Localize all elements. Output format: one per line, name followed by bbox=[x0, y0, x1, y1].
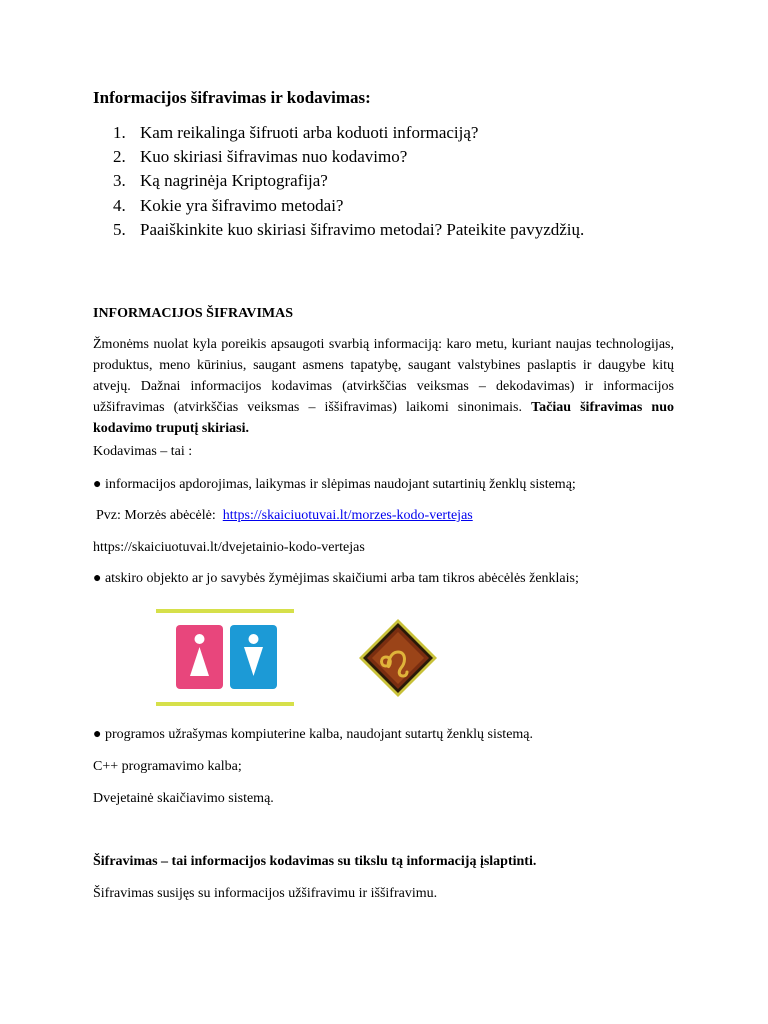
cpp-line: C++ programavimo kalba; bbox=[93, 759, 242, 774]
document-heading: Informacijos šifravimas ir kodavimas: bbox=[93, 88, 371, 107]
bullet-item: ● atskiro objekto ar jo savybės žymėjimas skaičiumi arba tam tikros abėcėlės ženklais; bbox=[93, 571, 579, 586]
intro-text: Žmonėms nuolat kyla poreikis apsaugoti svarbią informaciją: karo metu, kuriant naujas technologijas, produktus, meno kūrinius, saugant asmens tapatybę, saugant valstybines paslaptis ir daugybe kitų atvejų. Dažnai informacijos kodavimas (atvirkščias veiksmas – dekodavimas) ir informacijos užšifravimas (atvirkščias veiksmas – iššifravimas) laikomi sinonimais. bbox=[93, 337, 674, 415]
question-list bbox=[113, 121, 584, 242]
question-number: 4. bbox=[113, 195, 126, 215]
question-text: Kokie yra šifravimo metodai? bbox=[140, 195, 344, 215]
section-title: INFORMACIJOS ŠIFRAVIMAS bbox=[93, 306, 294, 321]
intro-bold-text: Tačiau šifravimas nuo kodavimo truputį skiriasi. bbox=[93, 400, 674, 436]
leo-zodiac-icon bbox=[358, 618, 438, 698]
question-item bbox=[113, 121, 584, 145]
encryption-definition: Šifravimas – tai informacijos kodavimas su tikslu tą informaciją įslaptinti. bbox=[93, 854, 537, 869]
example-line bbox=[96, 508, 473, 524]
question-number: 1. bbox=[113, 123, 126, 142]
binary-url-text: https://skaiciuotuvai.lt/dvejetainio-kodo-vertejas bbox=[93, 540, 365, 555]
question-number: 2. bbox=[113, 147, 126, 167]
restroom-sign-icon bbox=[156, 609, 294, 706]
question-number: 5. bbox=[113, 219, 126, 239]
bullet-item: ● informacijos apdorojimas, laikymas ir slėpimas naudojant sutartinių ženklų sistemą; bbox=[93, 477, 576, 492]
example-label: Pvz: Morzės abėcėlė: bbox=[96, 508, 216, 523]
morse-link[interactable]: https://skaiciuotuvai.lt/morzes-kodo-vertejas bbox=[222, 508, 473, 523]
encryption-line: Šifravimas susijęs su informacijos užšifravimu ir iššifravimu. bbox=[93, 886, 438, 901]
binary-system-line: Dvejetainė skaičiavimo sistemą. bbox=[93, 791, 274, 806]
question-item bbox=[113, 169, 584, 193]
question-item bbox=[113, 194, 584, 218]
question-text: Ką nagrinėja Kriptografija? bbox=[140, 171, 328, 191]
coding-label: Kodavimas – tai : bbox=[93, 444, 193, 459]
bullet-item: ● programos užrašymas kompiuterine kalba, naudojant sutartų ženklų sistemą. bbox=[93, 727, 534, 742]
question-item bbox=[113, 218, 584, 242]
question-text: Paaiškinkite kuo skiriasi šifravimo metodai? Pateikite pavyzdžių. bbox=[140, 219, 585, 239]
question-item bbox=[113, 145, 584, 169]
intro-paragraph bbox=[93, 334, 674, 439]
question-number: 3. bbox=[113, 171, 126, 191]
question-text: Kam reikalinga šifruoti arba koduoti informaciją? bbox=[140, 123, 479, 142]
question-text: Kuo skiriasi šifravimas nuo kodavimo? bbox=[140, 147, 408, 167]
